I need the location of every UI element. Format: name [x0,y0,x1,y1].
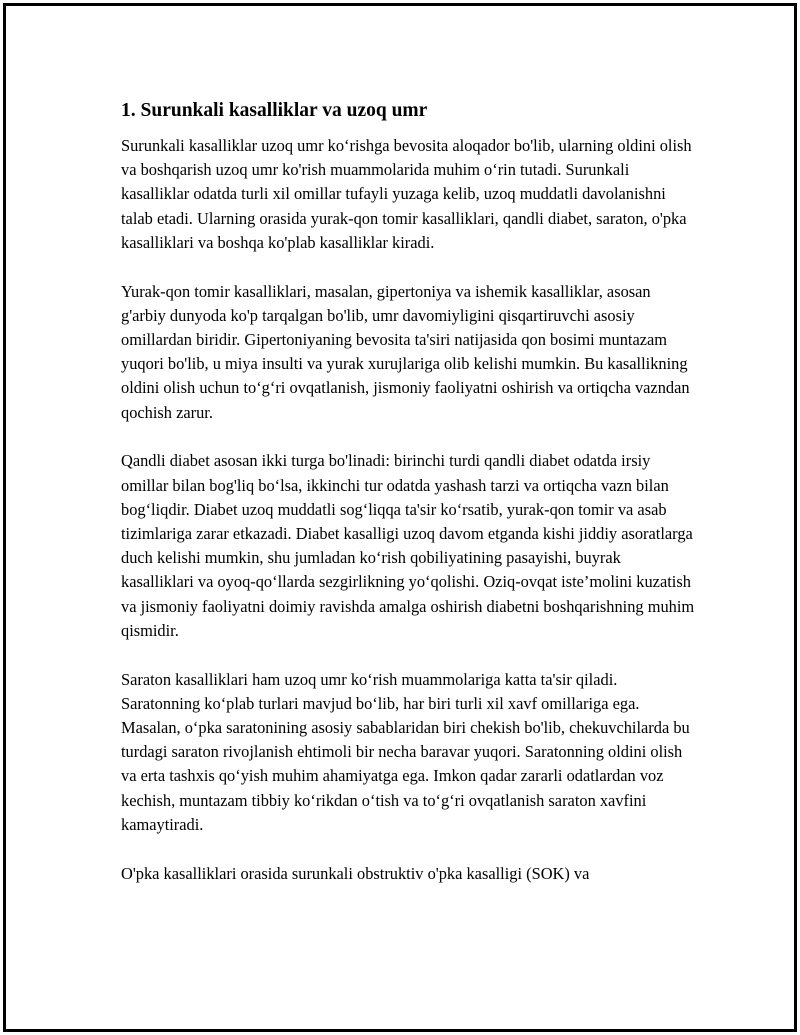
paragraph-cancer: Saraton kasalliklari ham uzoq umr ko‘rish muammolariga katta ta'sir qiladi. Saratonning ko‘plab turlari mavjud bo‘lib, har biri turli xil xavf omillariga ega. Masalan, o‘pka saratonining asosiy sabablaridan biri chekish bo'lib, chekuvchilarda bu turdagi saraton rivojlanish ehtimoli bir necha baravar yuqori. Saratonning oldini olish va erta tashxis qo‘yish muhim ahamiyatga ega. Imkon qadar zararli odatlardan voz kechish, muntazam tibbiy ko‘rikdan o‘tish va to‘g‘ri ovqatlanish saraton xavfini kamaytiradi. [121,669,690,834]
document-body [121,99,696,910]
paragraph-chronic-diseases: Surunkali kasalliklar uzoq umr ko‘rishga bevosita aloqador bo'lib, ularning oldini olish va boshqarish uzoq umr ko'rish muammolarida muhim o‘rin tutadi. Surunkali kasalliklar odatda turli xil omillar tufayli yuzaga kelib, uzoq muddatli davolanishni talab etadi. Ularning orasida yurak-qon tomir kasalliklari, qandli diabet, saraton, o'pka kasalliklari va boshqa ko'plab kasalliklar kiradi. [121,136,692,252]
paragraph-cardiovascular: Yurak-qon tomir kasalliklari, masalan, gipertoniya va ishemik kasalliklar, asosan g'arbiy dunyoda ko'p tarqalgan bo'lib, umr davomiyligini qisqartiruvchi asosiy omillardan biridir. Gipertoniyaning bevosita ta'siri natijasida qon bosimi muntazam yuqori bo'lib, u miya insulti va yurak xurujlariga olib kelishi mumkin. Bu kasallikning oldini olish uchun to‘g‘ri ovqatlanish, jismoniy faoliyatni oshirish va ortiqcha vazndan qochish zarur. [121,281,690,422]
document-page [3,3,797,1032]
paragraph-lung-diseases: O'pka kasalliklari orasida surunkali obstruktiv o'pka kasalligi (SOK) va [121,863,590,883]
paragraph-diabetes: Qandli diabet asosan ikki turga bo'linadi: birinchi turdi qandli diabet odatda irsiy omillar bilan bog'liq bo‘lsa, ikkinchi tur odatda yashash tarzi va ortiqcha vazn bilan bog‘liqdir. Diabet uzoq muddatli sog‘liqqa ta'sir ko‘rsatib, yurak-qon tomir va asab tizimlariga zarar etkazadi. Diabet kasalligi uzoq davom etganda kishi jiddiy asoratlarga duch kelishi mumkin, shu jumladan ko‘rish qobiliyatining pasayishi, buyrak kasalliklari va oyoq-qo‘llarda sezgirlikning yo‘qolishi. Oziq-ovqat iste’molini kuzatish va jismoniy faoliyatni doimiy ravishda amalga oshirish diabetni boshqarishning muhim qismidir. [121,451,695,640]
section-heading: 1. Surunkali kasalliklar va uzoq umr [121,100,428,121]
